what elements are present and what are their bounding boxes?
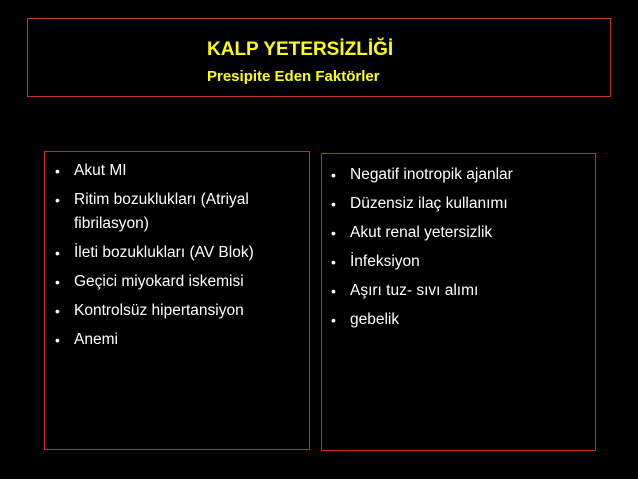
list-item-text: gebelik bbox=[350, 311, 400, 328]
list-item-text: Düzensiz ilaç kullanımı bbox=[350, 195, 508, 212]
bullet-icon: • bbox=[55, 332, 60, 348]
list-item bbox=[330, 250, 592, 274]
list-item-text: Kontrolsüz hipertansiyon bbox=[74, 302, 244, 319]
list-item-text: Ritim bozuklukları (Atriyal fibrilasyon) bbox=[74, 191, 249, 232]
list-item-text: Akut renal yetersizlik bbox=[350, 224, 493, 241]
list-item bbox=[330, 279, 592, 303]
bullet-icon: • bbox=[331, 196, 336, 212]
list-item bbox=[330, 221, 592, 245]
list-item bbox=[54, 270, 306, 294]
bullet-icon: • bbox=[55, 245, 60, 261]
left-column-box bbox=[44, 151, 310, 450]
list-item-text: Anemi bbox=[74, 331, 118, 348]
bullet-icon: • bbox=[55, 274, 60, 290]
bullet-icon: • bbox=[55, 192, 60, 208]
bullet-icon: • bbox=[55, 303, 60, 319]
list-item bbox=[54, 159, 306, 183]
bullet-icon: • bbox=[331, 283, 336, 299]
list-item bbox=[54, 328, 306, 352]
bullet-icon: • bbox=[55, 163, 60, 179]
list-item bbox=[54, 299, 306, 323]
list-item bbox=[54, 241, 306, 265]
title-block bbox=[207, 39, 393, 86]
list-item-text: Geçici miyokard iskemisi bbox=[74, 273, 244, 290]
list-item bbox=[330, 192, 592, 216]
list-item-text: İnfeksiyon bbox=[350, 253, 420, 270]
slide-title: KALP YETERSİZLİĞİ bbox=[207, 39, 394, 60]
bullet-icon: • bbox=[331, 312, 336, 328]
right-column-box bbox=[321, 153, 596, 451]
left-bullet-list bbox=[54, 159, 306, 357]
list-item-text: İleti bozuklukları (AV Blok) bbox=[74, 244, 254, 261]
list-item-text: Akut MI bbox=[74, 162, 127, 179]
slide-subtitle: Presipite Eden Faktörler bbox=[207, 68, 380, 85]
list-item-text: Aşırı tuz- sıvı alımı bbox=[350, 282, 479, 299]
bullet-icon: • bbox=[331, 225, 336, 241]
list-item bbox=[330, 163, 592, 187]
list-item-text: Negatif inotropik ajanlar bbox=[350, 166, 513, 183]
right-bullet-list bbox=[330, 163, 592, 337]
bullet-icon: • bbox=[331, 254, 336, 270]
bullet-icon: • bbox=[331, 167, 336, 183]
list-item bbox=[54, 188, 306, 236]
list-item bbox=[330, 308, 592, 332]
